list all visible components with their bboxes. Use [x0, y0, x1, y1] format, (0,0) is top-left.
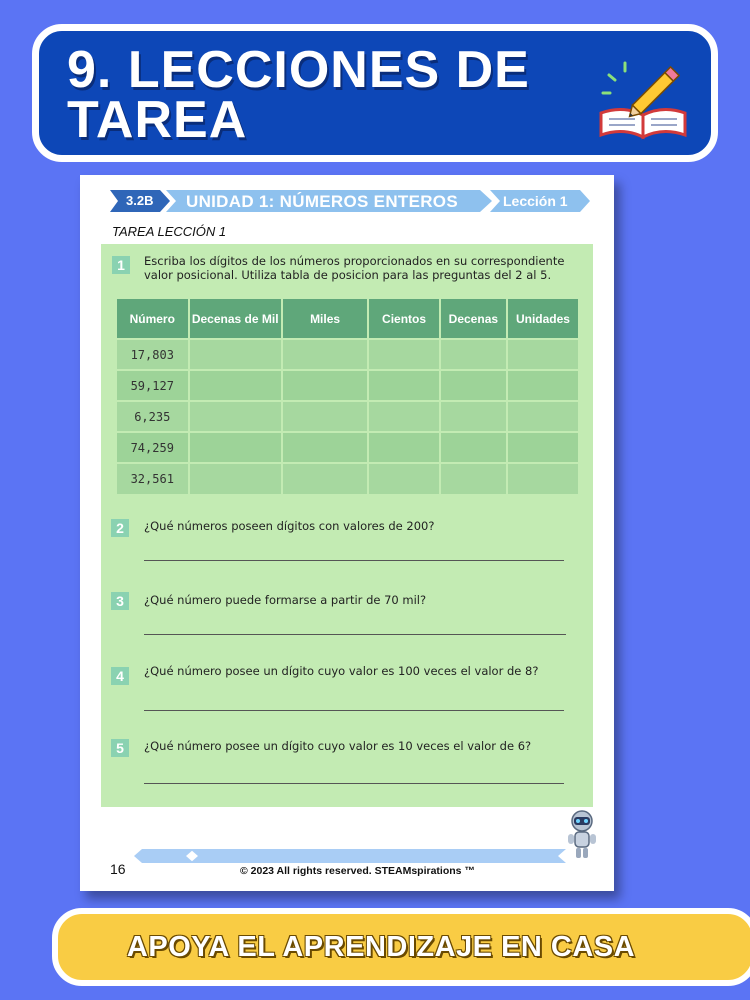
answer-cell[interactable] [368, 463, 439, 494]
question-text-2: ¿Qué números poseen dígitos con valores de 200? [144, 519, 435, 533]
answer-cell[interactable] [282, 463, 368, 494]
answer-cell[interactable] [282, 339, 368, 370]
unit-title: UNIDAD 1: NÚMEROS ENTEROS [186, 192, 458, 211]
table-header: Miles [282, 299, 368, 339]
number-cell: 6,235 [117, 401, 189, 432]
answer-cell[interactable] [189, 463, 282, 494]
table-header: Decenas de Mil [189, 299, 282, 339]
answer-cell[interactable] [507, 370, 579, 401]
page-number: 16 [110, 861, 126, 877]
answer-line[interactable] [144, 560, 564, 561]
answer-cell[interactable] [282, 370, 368, 401]
table-header: Decenas [440, 299, 507, 339]
table-header: Número [117, 299, 189, 339]
answer-cell[interactable] [440, 339, 507, 370]
table-row [117, 463, 579, 494]
question-number-4: 4 [111, 667, 129, 685]
answer-cell[interactable] [368, 432, 439, 463]
answer-cell[interactable] [189, 401, 282, 432]
question-text-5: ¿Qué número posee un dígito cuyo valor es 10 veces el valor de 6? [144, 739, 532, 753]
number-cell: 74,259 [117, 432, 189, 463]
number-cell: 32,561 [117, 463, 189, 494]
cta-text: APOYA EL APRENDIZAJE EN CASA [126, 931, 636, 963]
answer-cell[interactable] [507, 432, 579, 463]
answer-cell[interactable] [282, 401, 368, 432]
answer-cell[interactable] [507, 401, 579, 432]
answer-cell[interactable] [440, 432, 507, 463]
answer-cell[interactable] [440, 463, 507, 494]
question-number-2: 2 [111, 519, 129, 537]
question-number-5: 5 [111, 739, 129, 757]
answer-cell[interactable] [189, 370, 282, 401]
answer-cell[interactable] [440, 370, 507, 401]
worksheet-page [80, 175, 614, 891]
cta-banner [52, 908, 750, 986]
answer-cell[interactable] [507, 339, 579, 370]
answer-cell[interactable] [189, 432, 282, 463]
table-row [117, 401, 579, 432]
answer-cell[interactable] [189, 339, 282, 370]
robot-mascot-icon [564, 809, 600, 861]
copyright-text: © 2023 All rights reserved. STEAMspirations ™ [240, 865, 475, 877]
question-text-3: ¿Qué número puede formarse a partir de 70 mil? [144, 593, 427, 607]
answer-line[interactable] [144, 634, 566, 635]
number-cell: 59,127 [117, 370, 189, 401]
table-header: Cientos [368, 299, 439, 339]
exercise-panel [101, 244, 593, 807]
homework-label: TAREA LECCIÓN 1 [112, 224, 227, 239]
place-value-table [117, 299, 580, 494]
number-cell: 17,803 [117, 339, 189, 370]
question-text-1: Escriba los dígitos de los números proporcionados en su correspondiente valor posicional. Utiliza tabla de posicion para las preguntas del 2 al 5. [144, 254, 565, 282]
question-number-1: 1 [112, 256, 130, 274]
question-text-4: ¿Qué número posee un dígito cuyo valor es 100 veces el valor de 8? [144, 664, 539, 678]
answer-cell[interactable] [368, 339, 439, 370]
answer-line[interactable] [144, 710, 564, 711]
answer-cell[interactable] [282, 432, 368, 463]
banner-title: 9. LECCIONES DE TAREA [67, 41, 530, 149]
table-row [117, 339, 579, 370]
table-row [117, 432, 579, 463]
unit-header-bar [110, 190, 590, 212]
answer-cell[interactable] [368, 401, 439, 432]
footer-arrow [134, 849, 566, 863]
book-pencil-icon [595, 57, 691, 143]
answer-line[interactable] [144, 783, 564, 784]
question-number-3: 3 [111, 592, 129, 610]
answer-cell[interactable] [440, 401, 507, 432]
answer-cell[interactable] [368, 370, 439, 401]
table-row [117, 370, 579, 401]
unit-code: 3.2B [126, 193, 154, 208]
table-header: Unidades [507, 299, 579, 339]
lesson-label: Lección 1 [503, 193, 568, 209]
title-banner [32, 24, 718, 162]
answer-cell[interactable] [507, 463, 579, 494]
